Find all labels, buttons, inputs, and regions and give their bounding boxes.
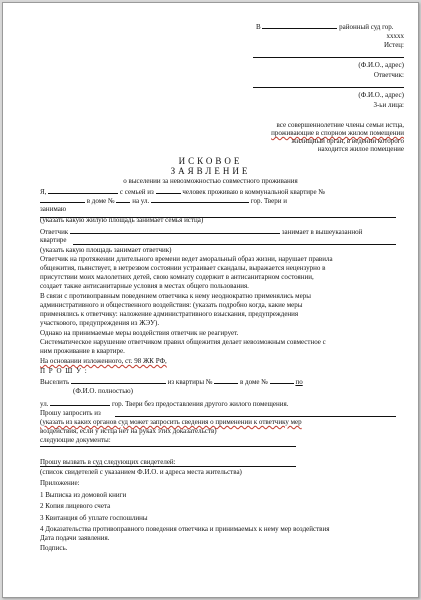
p27: следующие документы: [40,436,111,444]
attachment-1: 1 Выписка из домовой книги [40,491,127,499]
p10: присутствии моих малолетних детей, свою комнату содержит в антисанитарном состоянии, [40,273,314,281]
defendant-label: Ответчик: [373,71,404,79]
p6: квартире [40,236,67,244]
witness-line [40,466,296,467]
p6-line [73,244,396,245]
p2-line [40,196,287,205]
p8: Ответчик на протяжении длительного времени ведет аморальный образ жизни, нарушает правила [40,255,333,263]
p23-blank [50,399,110,406]
p7: (указать какую площадь занимает ответчик) [40,246,172,254]
p22: (Ф.И.О. полностью) [73,387,133,395]
court-city: xxxxx [386,32,404,40]
defendant-line [253,87,404,88]
p25-text: (указать из каких органов суд может запросить сведения о применении к ответчику мер [40,418,302,426]
docs-line [40,446,296,447]
p5-a: Ответчик [40,228,69,236]
p2-blank-2 [116,196,130,203]
plaintiff-line [253,57,404,58]
document-page [2,2,419,598]
p23-line [40,399,288,408]
third-party-line-2 [271,129,404,137]
p18: ним проживание в квартире. [40,347,125,355]
p2-b: на ул. [132,197,150,205]
p4: (указать какую жилую площадь занимает семья истца) [40,216,204,224]
third-party-line-4: находится жилое помещение [317,145,404,153]
court-line [256,22,394,31]
third-party-label: 3-ьи лица: [373,101,404,109]
p21-d: по [295,378,303,386]
p21-blank-1 [71,377,166,384]
plaintiff-fio-address: (Ф.И.О., адрес) [358,61,404,69]
attachment-3: 3 Квитанция об уплате госпошлины [40,514,148,522]
title-line-2: ЗАЯВЛЕНИЕ [170,166,251,176]
p21-line [40,377,303,386]
p29: (список свидетелей с указанием Ф.И.О. и адреса места жительства) [40,468,242,476]
court-blank [262,22,337,29]
p30: Приложение: [40,479,80,487]
court-name: районный суд гор. [339,23,394,31]
p1-c: человек проживаю в коммунальной квартире № [182,188,326,196]
p1-blank-2 [156,187,181,194]
p1-blank-1 [48,187,118,194]
p15: участкового, предупреждения из ЖЭУ). [40,319,160,327]
p23-a: ул. [40,400,49,408]
p13: административного и общественного воздействия: (указать подробно когда, какие меры [40,301,303,309]
p14: применялись к ответчику: наложение административного взыскания, предупреждения [40,310,299,318]
title-line-1: ИСКОВОЕ [178,156,243,166]
p2-a: в доме № [86,197,115,205]
p17: Систематическое нарушение ответчиком правил общежития делает невозможным совместное с [40,338,326,346]
p2-blank-1 [40,196,85,203]
p1-line [40,187,325,196]
p24-text: Прошу запросить из [40,409,101,417]
p5-b: занимает в вышеуказанной [281,228,363,236]
p31: Дата подачи заявления. [40,534,110,542]
p5-blank [70,227,280,234]
p20: П Р О Ш У : [40,367,88,375]
p16: Однако на принимаемые меры воздействия ответчик не реагирует. [40,329,239,337]
p2-blank-3 [151,196,249,203]
p12: В связи с противоправным поведением ответчика к нему неоднократно применялись меры [40,292,311,300]
title-subtitle: о выселении за невозможностью совместного проживания [123,177,298,185]
p2-c: гор. Твери и [250,197,287,205]
p24-line [40,409,101,417]
p9: общежития, пьянствует, в нетрезвом состоянии устраивает скандалы, выражается нецензурно в [40,264,326,272]
p3: занимаю [40,205,67,213]
p5-line [40,227,362,236]
plaintiff-label: Истец: [383,41,404,49]
p19-text: На основании изложенного, ст. 98 ЖК РФ, [40,357,167,365]
p11: создает также антисанитарные условия в местах общего пользования. [40,282,249,290]
p32: Подпись. [40,544,68,552]
p21-a: Выселить [40,378,70,386]
p21-blank-2 [214,377,238,384]
p25 [40,418,302,426]
p19 [40,357,167,365]
p24-line-rule [115,416,396,417]
p28: Прошу вызвать в суд следующих свидетелей: [40,458,176,466]
third-party-line-2-text: проживающие в спорном жилом помещении [271,129,404,137]
defendant-fio-address: (Ф.И.О., адрес) [358,91,404,99]
p21-blank-3 [270,377,294,384]
p21-b: из квартиры № [167,378,213,386]
court-prefix: В [256,23,261,31]
p21-c: в доме № [240,378,268,386]
p26: воздействия, если у истца нет на руках этих доказательств) [40,427,217,435]
p1-b: с семьей из [119,188,154,196]
third-party-line-1: все совершеннолетние члены семьи истца, [276,121,404,129]
third-party-line-3: жилищный орган, в ведении которого [291,137,404,145]
p1-a: Я, [40,188,47,196]
attachment-4: 4 Доказательства противоправного поведения ответчика и принимаемых к нему мер воздействия [40,525,330,533]
p23-b: гор. Твери без предоставления другого жилого помещения. [111,400,289,408]
attachment-2: 2 Копия лицевого счета [40,502,111,510]
